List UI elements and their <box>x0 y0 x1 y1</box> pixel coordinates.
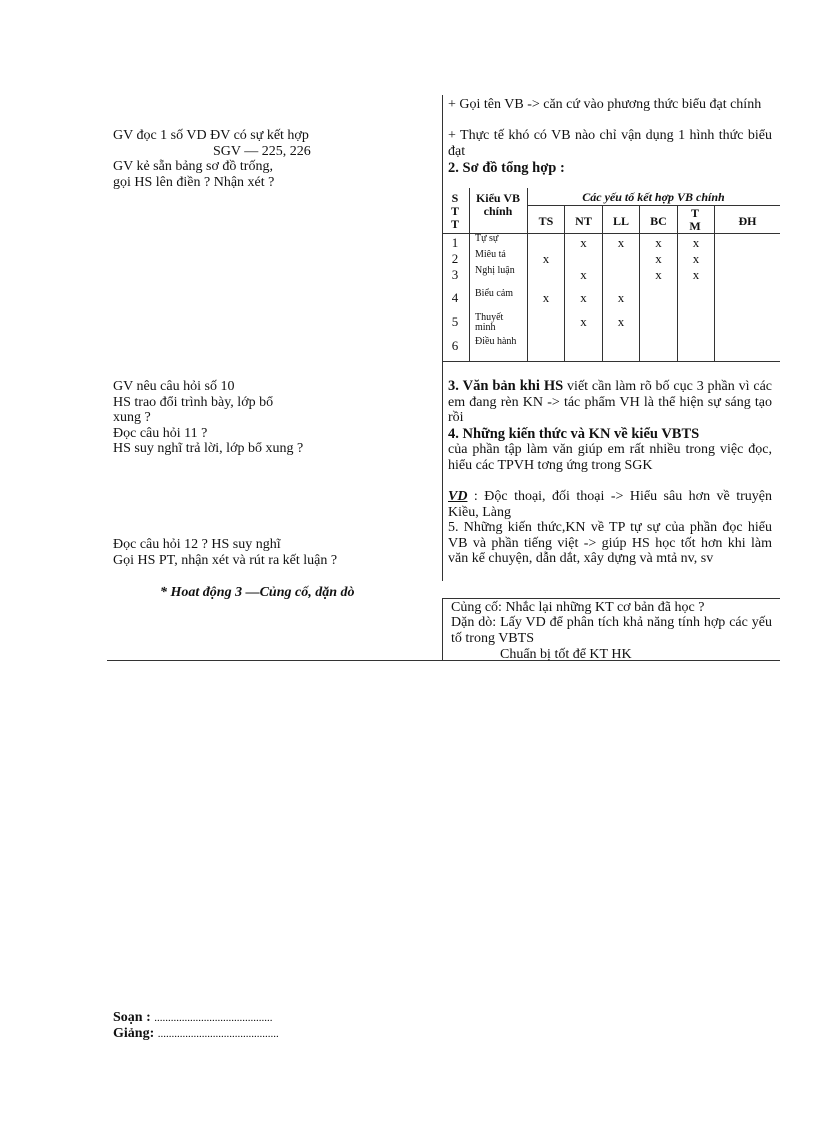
activity-top-rule <box>442 598 780 599</box>
giang-dots: ............................................ <box>157 1028 279 1040</box>
row-mark: x <box>580 314 587 329</box>
table-line <box>677 205 678 361</box>
row-mark: x <box>692 267 700 282</box>
col-header-ll: LL <box>612 214 629 228</box>
section-5-text: 5. Những kiến thức,KN về TP tự sự của phần đọc hiểu VB và phần tiếng việt -> giúp HS học tốt hơn khi làm văn kể chuyện, dẫn dắt, xây dựng và mtả nv, sv <box>448 520 772 566</box>
table-line <box>469 188 470 361</box>
homework-text: Dặn dò: Lấy VD để phân tích khả năng tính hợp các yếu tố trong VBTS <box>451 615 772 646</box>
page-bottom-rule <box>107 660 780 661</box>
col-header-bc: BC <box>650 214 667 228</box>
col-header-ts: TS <box>538 214 554 228</box>
section-3-text: viết cần làm rõ bố cục 3 phần vì các em đang rèn KN -> tác phẩm VH là thể hiện sự sáng tạo rồi <box>448 379 773 425</box>
row-number: 1 <box>451 235 459 250</box>
row-type: Miêu tả <box>475 249 506 260</box>
left-block-1 <box>113 128 311 190</box>
row-mark: x <box>655 267 662 282</box>
section-3-para <box>448 379 772 426</box>
left-block-2 <box>113 379 303 457</box>
row-type: Điều hành <box>475 336 517 347</box>
row-mark: x <box>580 290 587 305</box>
row-type: Nghị luận <box>475 265 515 276</box>
right-para-2: + Thực tế khó có VB nào chỉ vận dụng 1 hình thức biểu đạt <box>448 128 772 159</box>
giang-line <box>113 1026 279 1043</box>
left-line: HS suy nghĩ trả lời, lớp bổ xung ? <box>113 441 304 456</box>
row-mark: x <box>617 235 625 250</box>
section-2-heading: 2. Sơ đồ tổng hợp : <box>448 160 565 176</box>
group-header: Các yếu tố kết hợp VB chính <box>582 190 725 204</box>
row-type: Biểu cảm <box>475 288 514 299</box>
col-header-tm: TM <box>689 206 701 233</box>
row-type: Thuyết minh <box>475 312 504 333</box>
consolidation-text: Củng cố: Nhắc lại những KT cơ bản đã học ? <box>451 600 705 615</box>
row-mark: x <box>692 235 700 250</box>
row-mark: x <box>617 314 625 329</box>
row-number: 4 <box>451 290 459 305</box>
left-block-3 <box>113 537 337 568</box>
row-mark: x <box>542 251 550 266</box>
left-line-sgv: SGV — 225, 226 <box>213 143 311 159</box>
row-mark: x <box>617 290 625 305</box>
row-number: 2 <box>451 251 459 266</box>
left-line: GV kẻ sẵn bảng sơ đồ trống, <box>113 159 273 174</box>
section-3-heading: 3. Văn bản khi HS <box>448 378 564 394</box>
left-line: Đọc câu hỏi 12 ? HS suy nghĩ <box>113 537 281 552</box>
right-para-1: + Gọi tên VB -> căn cứ vào phương thức biểu đạt chính <box>448 97 762 112</box>
activity-3-heading: * Hoat động 3 —Củng cố, dặn dò <box>160 585 355 600</box>
soan-dots: ........................................... <box>154 1012 273 1024</box>
col-header-dh: ĐH <box>738 214 757 228</box>
giang-label: Giảng: <box>113 1026 155 1041</box>
left-line: HS trao đổi trình bày, lớp bổ <box>113 394 274 410</box>
prepare-text: Chuẩn bị tốt để KT HK <box>500 647 632 662</box>
left-line: Đọc câu hỏi 11 ? <box>113 425 208 441</box>
col-header-nt: NT <box>575 214 592 228</box>
table-line <box>443 361 780 362</box>
row-mark: x <box>655 251 662 266</box>
row-mark: x <box>580 267 587 282</box>
left-line: Gọi HS PT, nhận xét và rút ra kết luận ? <box>113 552 338 568</box>
example-text: : Độc thoại, đối thoại -> Hiểu sâu hơn về truyện Kiều, Làng <box>448 489 772 520</box>
column-divider-bottom <box>442 598 443 660</box>
row-mark: x <box>542 290 550 305</box>
left-line: gọi HS lên điền ? Nhận xét ? <box>113 174 275 190</box>
type-header: Kiểu VB chính <box>475 191 521 218</box>
left-line: xung ? <box>113 410 151 425</box>
row-number: 3 <box>451 267 459 282</box>
row-mark: x <box>580 235 587 250</box>
left-line: GV nêu câu hỏi số 10 <box>113 379 235 394</box>
row-number: 5 <box>451 314 459 329</box>
stt-header: STT <box>450 191 459 231</box>
row-type: Tự sự <box>475 233 499 244</box>
section-4-text: của phần tập làm văn giúp em rất nhiều trong việc đọc, hiểu các TPVH tơng ứng trong SGK <box>448 442 772 473</box>
row-mark: x <box>692 251 700 266</box>
example-para <box>448 489 772 520</box>
soan-label: Soạn : <box>113 1010 151 1025</box>
left-line: GV đọc 1 số VD ĐV có sự kết hợp <box>113 128 309 143</box>
summary-table <box>443 188 780 361</box>
soan-line <box>113 1010 272 1027</box>
example-label: VD <box>448 489 468 504</box>
row-number: 6 <box>451 338 459 353</box>
row-mark: x <box>655 235 662 250</box>
section-4-heading: 4. Những kiến thức và KN về kiểu VBTS <box>448 426 700 442</box>
